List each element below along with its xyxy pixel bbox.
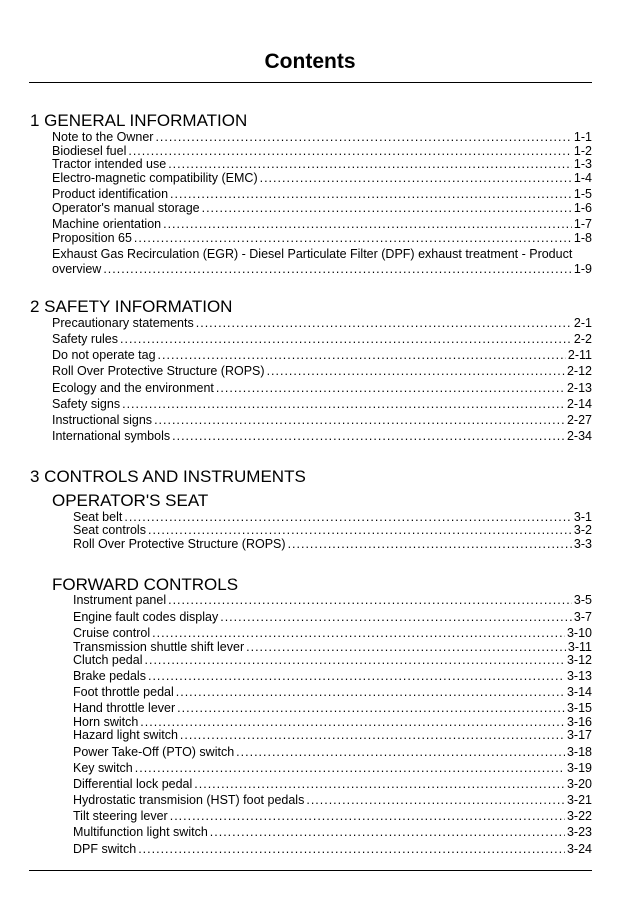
toc-entry-label: Seat controls xyxy=(73,523,146,537)
chapter-heading-3: 3 CONTROLS AND INSTRUMENTS xyxy=(30,467,306,486)
toc-entry-label: Multifunction light switch xyxy=(73,825,208,839)
toc-entry-label: Brake pedals xyxy=(73,669,146,683)
toc-entry[interactable] xyxy=(73,510,592,524)
toc-entry[interactable] xyxy=(52,201,592,215)
toc-entry-label: Clutch pedal xyxy=(73,653,143,667)
dot-leader xyxy=(124,510,572,524)
dot-leader xyxy=(148,669,565,683)
toc-entry-label: Hazard light switch xyxy=(73,728,178,742)
toc-entry-label: Key switch xyxy=(73,761,133,775)
chapter-heading-2: 2 SAFETY INFORMATION xyxy=(30,297,233,316)
toc-entry[interactable] xyxy=(73,761,592,775)
toc-entry-label: Ecology and the environment xyxy=(52,381,214,395)
toc-entry-page: 2-14 xyxy=(566,397,592,411)
dot-leader xyxy=(152,626,565,640)
toc-entry[interactable] xyxy=(73,537,592,551)
dot-leader xyxy=(306,793,565,807)
toc-entry[interactable] xyxy=(52,171,592,185)
toc-entry-page: 2-2 xyxy=(573,332,592,346)
dot-leader xyxy=(170,809,565,823)
toc-entry[interactable] xyxy=(52,429,592,443)
toc-entry[interactable] xyxy=(52,231,592,245)
toc-entry-page: 3-20 xyxy=(566,777,592,791)
toc-entry-label: Seat belt xyxy=(73,510,123,524)
toc-entry-page: 3-14 xyxy=(566,685,592,699)
toc-entry-label: Roll Over Protective Structure (ROPS) xyxy=(52,364,265,378)
toc-entry[interactable] xyxy=(52,187,592,201)
toc-entry[interactable] xyxy=(52,130,592,144)
dot-leader xyxy=(138,842,565,856)
toc-entry-label: Tractor intended use xyxy=(52,157,167,171)
toc-entry[interactable] xyxy=(73,715,592,729)
toc-entry[interactable] xyxy=(52,413,592,427)
toc-entry-label: Proposition 65 xyxy=(52,231,132,245)
dot-leader xyxy=(260,171,572,185)
toc-entry-label: DPF switch xyxy=(73,842,137,856)
toc-entry[interactable] xyxy=(52,157,592,171)
toc-entry[interactable] xyxy=(73,809,592,823)
toc-entry-page: 3-7 xyxy=(573,610,592,624)
bottom-rule xyxy=(29,870,592,871)
toc-entry-page: 3-17 xyxy=(566,728,592,742)
toc-entry-page: 3-22 xyxy=(566,809,592,823)
toc-entry-label: Safety signs xyxy=(52,397,121,411)
dot-leader xyxy=(145,653,565,667)
toc-entry[interactable] xyxy=(73,640,592,654)
toc-entry[interactable] xyxy=(52,217,592,231)
toc-entry-page: 2-34 xyxy=(566,429,592,443)
dot-leader xyxy=(128,144,572,158)
toc-entry-page: 3-2 xyxy=(573,523,592,537)
toc-entry-page: 3-1 xyxy=(573,510,592,524)
toc-entry-label: International symbols xyxy=(52,429,171,443)
dot-leader xyxy=(176,685,565,699)
toc-entry-label: Horn switch xyxy=(73,715,139,729)
toc-entry-page: 1-5 xyxy=(573,187,592,201)
dot-leader xyxy=(148,523,572,537)
dot-leader xyxy=(135,761,565,775)
toc-entry-page: 3-24 xyxy=(566,842,592,856)
dot-leader xyxy=(170,187,572,201)
toc-entry-page: 1-1 xyxy=(573,130,592,144)
toc-entry[interactable] xyxy=(73,745,592,759)
toc-entry[interactable] xyxy=(73,610,592,624)
dot-leader xyxy=(120,332,572,346)
toc-entry-long-line1[interactable]: Exhaust Gas Recirculation (EGR) - Diesel Particulate Filter (DPF) exhaust treatment - Product xyxy=(52,247,573,261)
dot-leader xyxy=(288,537,572,551)
dot-leader xyxy=(134,231,572,245)
toc-entry-label: Machine orientation xyxy=(52,217,162,231)
toc-entry-label: Safety rules xyxy=(52,332,119,346)
toc-entry-label: overview xyxy=(52,262,102,276)
toc-entry[interactable] xyxy=(52,144,592,158)
dot-leader xyxy=(172,429,565,443)
toc-entry-page: 2-12 xyxy=(566,364,592,378)
toc-entry-label: Cruise control xyxy=(73,626,151,640)
toc-entry-page: 2-11 xyxy=(567,348,592,362)
toc-entry-label: Foot throttle pedal xyxy=(73,685,174,699)
dot-leader xyxy=(177,701,565,715)
toc-entry-page: 1-6 xyxy=(573,201,592,215)
toc-entry[interactable] xyxy=(73,669,592,683)
toc-entry[interactable] xyxy=(73,701,592,715)
toc-entry[interactable] xyxy=(73,593,592,607)
toc-entry[interactable] xyxy=(52,332,592,346)
dot-leader xyxy=(246,640,566,654)
dot-leader xyxy=(202,201,572,215)
toc-entry-label: Engine fault codes display xyxy=(73,610,219,624)
toc-entry-label: Electro-magnetic compatibility (EMC) xyxy=(52,171,258,185)
toc-entry-page: 3-11 xyxy=(567,640,592,654)
toc-entry-label: Operator's manual storage xyxy=(52,201,200,215)
chapter-heading-1: 1 GENERAL INFORMATION xyxy=(30,111,248,130)
toc-entry-page: 3-15 xyxy=(566,701,592,715)
toc-entry-page: 3-16 xyxy=(566,715,592,729)
toc-entry[interactable] xyxy=(73,626,592,640)
toc-entry-page: 1-9 xyxy=(573,262,592,276)
dot-leader xyxy=(220,610,572,624)
toc-entry[interactable] xyxy=(52,397,592,411)
toc-entry[interactable] xyxy=(73,728,592,742)
subsection-heading-forward-controls: FORWARD CONTROLS xyxy=(52,575,239,594)
toc-entry-page: 3-18 xyxy=(566,745,592,759)
dot-leader xyxy=(163,217,572,231)
toc-entry-label: Roll Over Protective Structure (ROPS) xyxy=(73,537,286,551)
toc-entry-page: 2-27 xyxy=(566,413,592,427)
toc-entry[interactable] xyxy=(52,364,592,378)
toc-entry-label: Hand throttle lever xyxy=(73,701,176,715)
toc-entry-page: 3-5 xyxy=(573,593,592,607)
toc-entry-label: Tilt steering lever xyxy=(73,809,168,823)
dot-leader xyxy=(180,728,565,742)
subsection-heading-operators-seat: OPERATOR'S SEAT xyxy=(52,491,209,510)
toc-entry-page: 3-12 xyxy=(566,653,592,667)
page-title: Contents xyxy=(264,50,356,73)
dot-leader xyxy=(216,381,565,395)
toc-entry-page: 3-21 xyxy=(566,793,592,807)
toc-entry-label: Precautionary statements xyxy=(52,316,194,330)
toc-entry-page: 1-3 xyxy=(573,157,592,171)
toc-entry-page: 3-3 xyxy=(573,537,592,551)
toc-entry[interactable] xyxy=(73,523,592,537)
dot-leader xyxy=(168,157,572,171)
toc-entry[interactable] xyxy=(73,825,592,839)
dot-leader xyxy=(154,413,565,427)
dot-leader xyxy=(194,777,565,791)
toc-entry-label: Do not operate tag xyxy=(52,348,156,362)
dot-leader xyxy=(140,715,565,729)
dot-leader xyxy=(210,825,565,839)
top-rule xyxy=(29,82,592,83)
toc-entry[interactable] xyxy=(73,793,592,807)
toc-entry-label: Hydrostatic transmision (HST) foot pedals xyxy=(73,793,305,807)
dot-leader xyxy=(196,316,572,330)
toc-entry-label: Note to the Owner xyxy=(52,130,154,144)
toc-entry-label: Transmission shuttle shift lever xyxy=(73,640,245,654)
toc-entry[interactable] xyxy=(73,653,592,667)
dot-leader xyxy=(267,364,565,378)
toc-entry[interactable] xyxy=(52,381,592,395)
toc-entry-label: Product identification xyxy=(52,187,169,201)
toc-entry[interactable] xyxy=(52,348,592,362)
dot-leader xyxy=(155,130,571,144)
dot-leader xyxy=(122,397,565,411)
toc-entry-label: Instrument panel xyxy=(73,593,167,607)
dot-leader xyxy=(236,745,565,759)
dot-leader xyxy=(103,262,572,276)
toc-entry-long[interactable] xyxy=(52,262,592,276)
toc-entry-label: Differential lock pedal xyxy=(73,777,193,791)
toc-entry[interactable] xyxy=(52,316,592,330)
toc-entry[interactable] xyxy=(73,842,592,856)
toc-entry-label: Power Take-Off (PTO) switch xyxy=(73,745,235,759)
toc-entry-label: Instructional signs xyxy=(52,413,153,427)
toc-entry[interactable] xyxy=(73,685,592,699)
dot-leader xyxy=(158,348,566,362)
toc-entry-page: 1-7 xyxy=(573,217,592,231)
toc-entry-page: 3-19 xyxy=(566,761,592,775)
toc-entry-label: Biodiesel fuel xyxy=(52,144,127,158)
toc-entry-page: 1-2 xyxy=(573,144,592,158)
toc-entry-page: 1-8 xyxy=(573,231,592,245)
dot-leader xyxy=(168,593,572,607)
toc-entry-page: 2-1 xyxy=(573,316,592,330)
toc-entry[interactable] xyxy=(73,777,592,791)
toc-entry-page: 2-13 xyxy=(566,381,592,395)
toc-entry-page: 3-10 xyxy=(566,626,592,640)
toc-entry-page: 3-13 xyxy=(566,669,592,683)
toc-entry-page: 3-23 xyxy=(566,825,592,839)
toc-entry-page: 1-4 xyxy=(573,171,592,185)
